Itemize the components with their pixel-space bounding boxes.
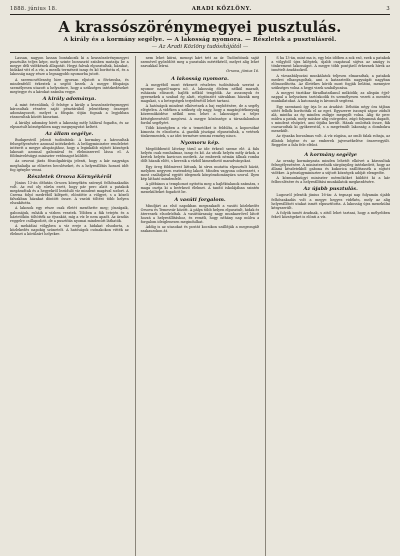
- body-paragraph: A lakosok egy része csak életét menthette meg; jószágaik, gabonájuk, ruháik a vízben vesztek. Többen a fák tetején és a háztetőkön töltötték az éjszakát, míg a víz le nem apadt. Az áradás reggelre csillapodott, de a pusztítás nyomai mindenütt láthatók.: [10, 206, 129, 223]
- section-heading: Részletek Orsova Környékéről: [27, 173, 112, 180]
- section-heading: A kormány segélye: [304, 151, 357, 158]
- body-paragraph: A szerencsétlenség hire gyorsan eljutott a fővárosba, és mindenfelől érkeztek a segítő kezek. A megye főispánja személyesen utazott a helyszínre, hogy a szükséges intézkedéseket megtegye és a károkat számba vegye.: [10, 77, 129, 94]
- column-1: [10, 56, 129, 556]
- issue-date: 1888. június 18.: [10, 6, 58, 12]
- body-paragraph: A mehádiai völgyben a víz ereje a hidakat elsodorta, a közlekedés napokig szünetelt. A hatóságok csónakokon vitték az élelmet a körülzárt helyekre.: [10, 224, 129, 237]
- column-2: [135, 56, 260, 556]
- body-paragraph: Az orsovai járás főszolgabírája jelenti, hogy a kár nagysága meghaladja az előzetes becsléseket, és a helyreállítás hosszú időt fog igénybe venni.: [10, 159, 129, 172]
- body-paragraph: Egy szemtanú így írja le az áradást: Délután négy óra tájban sötét felhők borították el az eget. Egyszerre iszonyú zápor zúdult alá, mintha az ég minden zsilipje megnyílt volna. Alig tíz perc múlva a patak, mely máskor alig csörgedez, zúgó folyammá dagadt, s mindent elsöpört, ami útjába került. Házak omlottak össze, fák csavarodtak ki gyökerestül, s a megrémült lakosság a dombokra menekült.: [271, 104, 390, 134]
- body-paragraph: nem lehet kiírni, mennyi kárt tett az ár. Tudósítóunk saját szemével győződött meg a pusztulás mértékéről, melyet alig lehet szavakkal leírni.: [140, 56, 260, 69]
- section-separator: [313, 149, 349, 150]
- section-heading: A vasúti forgalom.: [174, 196, 226, 203]
- body-paragraph: Június 13-án délután Orsova környékén szörnyű felhőszakadás volt. Az eső oly sűrűn esett, hogy pár perc alatt a patakok megáradtak és a hegyekről lezúduló víz mindent magával sodort. A Cserna folyó medréből kilépett, elöntötte a völgyet, s a közeli falvakban házakat döntött össze. A vasúti töltést több helyen elszakította.: [10, 180, 129, 206]
- body-paragraph: A megyei tisztikar fáradhatatlanul működik; az alispán éjjel-nappal a helyszínen tartózkodik és személyesen vezeti a mentési munkálatokat. A katonaság is kivonult segíteni.: [271, 91, 390, 104]
- section-heading: Nyomoru kép.: [180, 140, 220, 147]
- article-columns: [10, 56, 390, 556]
- body-paragraph: S ha 13-án, mint ma is, egy bús időben a sok eső, ezek a patakok a völgyből újra kiléptek, újabb csapással sújtva az amúgy is tönkrement lakosságot. A megye több pontjáról érkeznek hírek az ismételt áradásokról.: [271, 56, 390, 73]
- body-paragraph: A közmunkaügyi miniszter mérnököket küldött ki a kár felbecslésére és a helyreállítási munkálatok megkezdésére.: [271, 176, 390, 185]
- body-paragraph: A vízszabályozási munkálatok teljesen elmaradtak, a patakok medrei elhanyagoltak, ami a katasztrófa nagyságát nagyban előmozdította. Az illetékes körök most fogják belátni, mennyire szükséges volna a hegyi vizek szabályozása.: [271, 73, 390, 90]
- body-paragraph: Lassan, nagyon lassan bontakozik ki a krassószörénymegyei pusztulás teljes képe, mely szinte borzasztó színben mutatja be a megye déli vidékének állapotát. Hegyi falvak elpusztultak, házakat, hidakat vitt el a víz, a mezők terméseit iszap és kő borította el, és a lakosság nagy része a legnagyobb nyomorba jutott.: [10, 56, 129, 77]
- newspaper-name: ARADI KÖZLÖNY.: [191, 6, 252, 12]
- body-paragraph: Lugosról jelentik június 16-án: A tegnapi nap folyamán újabb felhőszakadás volt a megye hegyes vidékén, mely az alig helyreállított utakat ismét elpusztította. A lakosság újra menekülni kényszerült.: [271, 193, 390, 210]
- body-paragraph: Budapestről jelenti tudósítónk: A kormány a károsultak felsegélyezésére azonnal intézkedett. A belügyminiszter rendeletet intézett a megye alispánjához, hogy a leginkább sújtott községek lakosait azonnal gabonával és élelmiszerrel lássa el. A földmivelésügyi miniszter vetőmagot küldött.: [10, 137, 129, 159]
- body-paragraph: A hatóságok mindent elkövetnek a baj enyhítésére, de a segély elégtelen. A vidéken a szükség oly nagy, hogy a magánjótékonyság közreműködése nélkül nem lehet a lakosságot a teljes kétségbeeséstől megóvni. A megye közönsége a társadalomhoz fordul segélyért.: [140, 104, 260, 125]
- body-paragraph: A megyéből most érkezett részletes tudósítások szerint a nyomor napról-napra nő. A lakosság élelem nélkül maradt, ruházata elúszott, hajlék nélkül tengődik. Az asszonyok és gyermekek a szabad ég alatt, rögtönzött sátrakban húzzák meg magukat, s a betegségek terjedésétől lehet tartani.: [140, 82, 260, 103]
- body-paragraph: A folyók ismét áradnak, s attól lehet tartani, hogy a mélyebben fekvő községeket is elönti a víz.: [271, 211, 390, 220]
- body-paragraph: A plébános a templomot nyitotta meg a hajléktalanok számára, s maga osztja ki a beérkező élelmet. A tanító iskolájában szintén menekülteket fogadott be.: [140, 182, 260, 195]
- article-byline: — Az Aradi Közlöny tudósítójától —: [151, 44, 249, 50]
- section-heading: A király adománya.: [42, 96, 97, 103]
- divider: [10, 52, 390, 53]
- dateline-signature: Orsova, június 16.: [226, 69, 260, 74]
- body-paragraph: Az ország kormányzata minden lehetőt elkövet a károsultak felsegélyezésére. A miniszterelnök sürgönyileg intézkedett, hogy az állami készletekből gabona és kukorica szállíttassék a sújtott vidékre. A pénzügyminiszter a sújtott községek adóját elengedte.: [271, 158, 390, 175]
- body-paragraph: Mindjárt az első napokban megszakadt a vasúti közlekedés Orsova és Temesvár között. A pálya több helyen elpusztult, hidak és átereszek elsodródtak. A vasúttársaság nagy munkaerővel látott hozzá a helyreállításhoz, és reméli, hogy néhány nap múlva a forgalom ideiglenesen megindulhat.: [140, 203, 260, 224]
- body-paragraph: Az éjszaka borzalmas volt. A víz zúgása, az omló falak robaja, az állatok bőgése és az emberek jajveszékelése összevegyült. Reggelre a falu fele eltűnt.: [271, 134, 390, 147]
- body-paragraph: Több községben a víz a temetőket is feldúlta, a koporsókat kimosta és elsodorta. A gazdák jószágai elpusztultak, a vetések tönkrementek, s az idei termésre semmi remény nincs.: [140, 125, 260, 139]
- page-number: 3: [386, 6, 390, 12]
- section-heading: Az állam segélye.: [45, 130, 94, 137]
- column-3: [265, 56, 390, 556]
- article-subhead: A király és a kormány segélye. — A lakosság nyomora. — Részletek a pusztulásról.: [63, 37, 337, 43]
- body-paragraph: A mint értesülünk, Ő felsége a király a krassószörénymegyei károsultak részére saját pénztárából jelentékeny összeget adományozott, melyet a főispán útján fognak a legjobban rászorultak között kiosztani.: [10, 103, 129, 120]
- masthead: [10, 6, 390, 15]
- body-paragraph: Addig is az utasokat és postát kocsikon szállítják a megrongált szakaszokon át.: [140, 225, 260, 234]
- section-heading: Az újabb pusztulás.: [303, 186, 358, 193]
- body-paragraph: Egy öreg földmivest láttunk, ki sírva mutatta elpusztult házát, melyben negyven esztendeig lakott. Minden vagyona odaveszett, s most családjával együtt idegenek könyöradományára szorul. Ilyen kép látható mindenfelé.: [140, 164, 260, 181]
- article-headline: A krassószörénymegyei pusztulás.: [58, 19, 342, 36]
- body-paragraph: Megdöbbentő látvány tárul az ide érkező szeme elé. A falu helyén csak romhalmaz, iszap és kő. Az utcák helyén mély árkok, a kertek helyén kavicsos medrek. Az emberek némán állnak romba dőlt házaik előtt, s keresik a vízből kimenthető maradványokat.: [140, 147, 260, 164]
- section-heading: A lakosság nyomora.: [171, 75, 229, 82]
- body-paragraph: A királyi adomány hírét a lakosság mély hálával fogadta, és az elpusztult községekben nagy megnyugvást keltett.: [10, 120, 129, 129]
